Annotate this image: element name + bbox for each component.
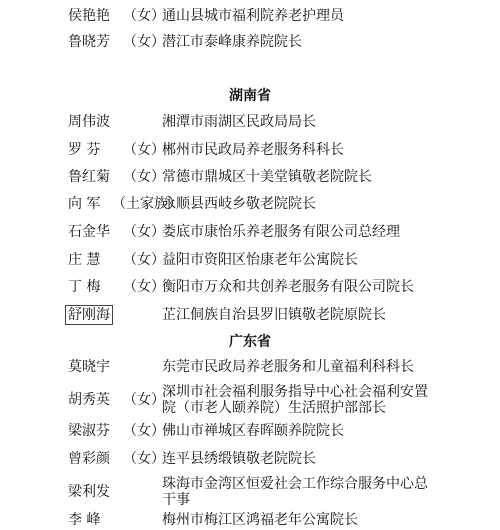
person-name: 向 军 [68,196,101,212]
section-heading-hunan: 湖南省 [229,88,271,104]
person-note: （女） [123,252,165,268]
person-name: 舒刚海 [65,305,113,325]
person-title: 衡阳市万众和共创养老服务有限公司院长 [162,279,414,295]
person-title: 深圳市社会福利服务指导中心社会福利安置院（市老人颐养院）生活照护部部长 [162,384,428,416]
person-title: 佛山市禅城区春晖颐养院院长 [162,423,344,439]
person-name: 周伟波 [68,114,110,130]
person-name: 梁利发 [68,484,110,500]
person-title: 娄底市康怡乐养老服务有限公司总经理 [162,224,400,240]
person-note: （女） [123,451,165,467]
person-name: 曾彩颜 [68,451,110,467]
person-title: 郴州市民政局养老服务科科长 [162,142,344,158]
person-title: 通山县城市福利院养老护理员 [162,8,344,24]
person-name: 庄 慧 [68,252,101,268]
person-title: 益阳市资阳区怡康老年公寓院长 [162,252,358,268]
person-title: 湘潭市雨湖区民政局局长 [162,114,316,130]
person-note: （女） [123,34,165,50]
person-name: 梁淑芬 [68,423,110,439]
person-note: （女） [123,142,165,158]
person-title: 连平县绣缎镇敬老院院长 [162,451,316,467]
person-title: 梅州市梅江区鸿福老年公寓院长 [162,512,358,528]
person-note: （女） [123,392,165,408]
person-name: 丁 梅 [68,279,101,295]
section-heading-guangdong: 广东省 [229,334,271,350]
person-name: 胡秀英 [68,392,110,408]
person-title: 潜江市泰峰康养院院长 [162,34,302,50]
person-title: 珠海市金湾区恒爱社会工作综合服务中心总干事 [162,476,428,508]
person-name: 罗 芬 [68,142,101,158]
person-name: 莫晓宇 [68,359,110,375]
person-name: 侯艳艳 [68,8,110,24]
person-title: 东莞市民政局养老服务和儿童福利科科长 [162,359,414,375]
person-name: 李 峰 [68,512,101,528]
person-note: （女） [123,8,165,24]
person-title: 常德市鼎城区十美堂镇敬老院院长 [162,169,372,185]
person-name: 鲁红菊 [68,169,110,185]
person-note: （土家族） [112,196,182,212]
person-note: （女） [123,423,165,439]
person-name: 鲁晓芳 [68,34,110,50]
person-note: （女） [123,279,165,295]
person-name: 石金华 [68,224,110,240]
person-note: （女） [123,224,165,240]
person-note: （女） [123,169,165,185]
person-title: 永顺县西岐乡敬老院院长 [162,196,316,212]
person-title: 芷江侗族自治县罗旧镇敬老院原院长 [162,307,386,323]
